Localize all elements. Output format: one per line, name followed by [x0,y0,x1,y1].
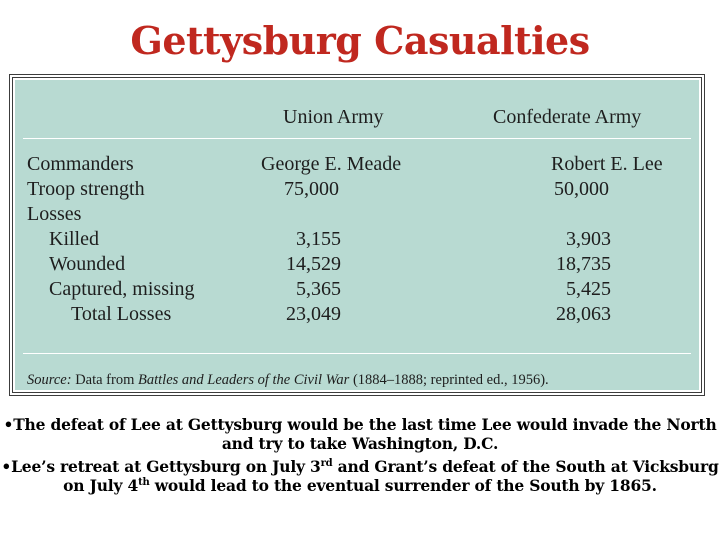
confederate-value: 50,000 [554,178,609,200]
table-row [15,227,699,252]
note-2-superscript-1: rd [320,457,333,469]
row-label: Losses [27,203,82,225]
confederate-value: 3,903 [566,228,611,250]
table-row [15,302,699,327]
confederate-value: 18,735 [556,253,611,275]
table-row [15,177,699,202]
note-1: •The defeat of Lee at Gettysburg would be the last time Lee would invade the North and try to take Washington, D.C. [3,415,717,453]
column-header-confederate: Confederate Army [493,106,642,128]
union-value: George E. Meade [261,153,402,175]
source-text-before: Data from [75,372,135,388]
union-value: 75,000 [284,178,339,200]
note-2-part-2: and Grant’s defeat of the South at Vicksburg on July 4 [63,457,719,495]
note-2-part-1: •Lee’s retreat at Gettysburg on July 3 [1,457,321,476]
table-row [15,152,699,177]
header-rule [23,138,691,139]
row-label: Troop strength [27,178,145,200]
row-label: Commanders [27,153,134,175]
table-row [15,202,699,227]
union-value: 14,529 [286,253,341,275]
table-row [15,252,699,277]
note-2 [0,457,720,495]
confederate-value: 28,063 [556,303,611,325]
notes [0,415,720,499]
row-label: Captured, missing [49,278,195,300]
source-note [27,372,549,389]
casualties-table [15,80,699,390]
union-value: 3,155 [296,228,341,250]
page-title: Gettysburg Casualties [130,18,590,63]
row-label: Wounded [49,253,126,275]
confederate-value: 5,425 [566,278,611,300]
table-row [15,277,699,302]
note-2-superscript-2: th [138,476,150,488]
confederate-value: Robert E. Lee [551,153,663,175]
column-header-union: Union Army [283,106,384,128]
row-label: Total Losses [71,303,172,325]
row-label: Killed [49,228,99,250]
union-value: 23,049 [286,303,341,325]
union-value: 5,365 [296,278,341,300]
source-text-after: (1884–1888; reprinted ed., 1956). [352,372,549,388]
note-2-part-3: would lead to the eventual surrender of the South by 1865. [149,476,657,495]
source-prefix: Source: [27,372,72,388]
footer-rule [23,353,691,354]
source-work-title: Battles and Leaders of the Civil War [138,372,350,388]
